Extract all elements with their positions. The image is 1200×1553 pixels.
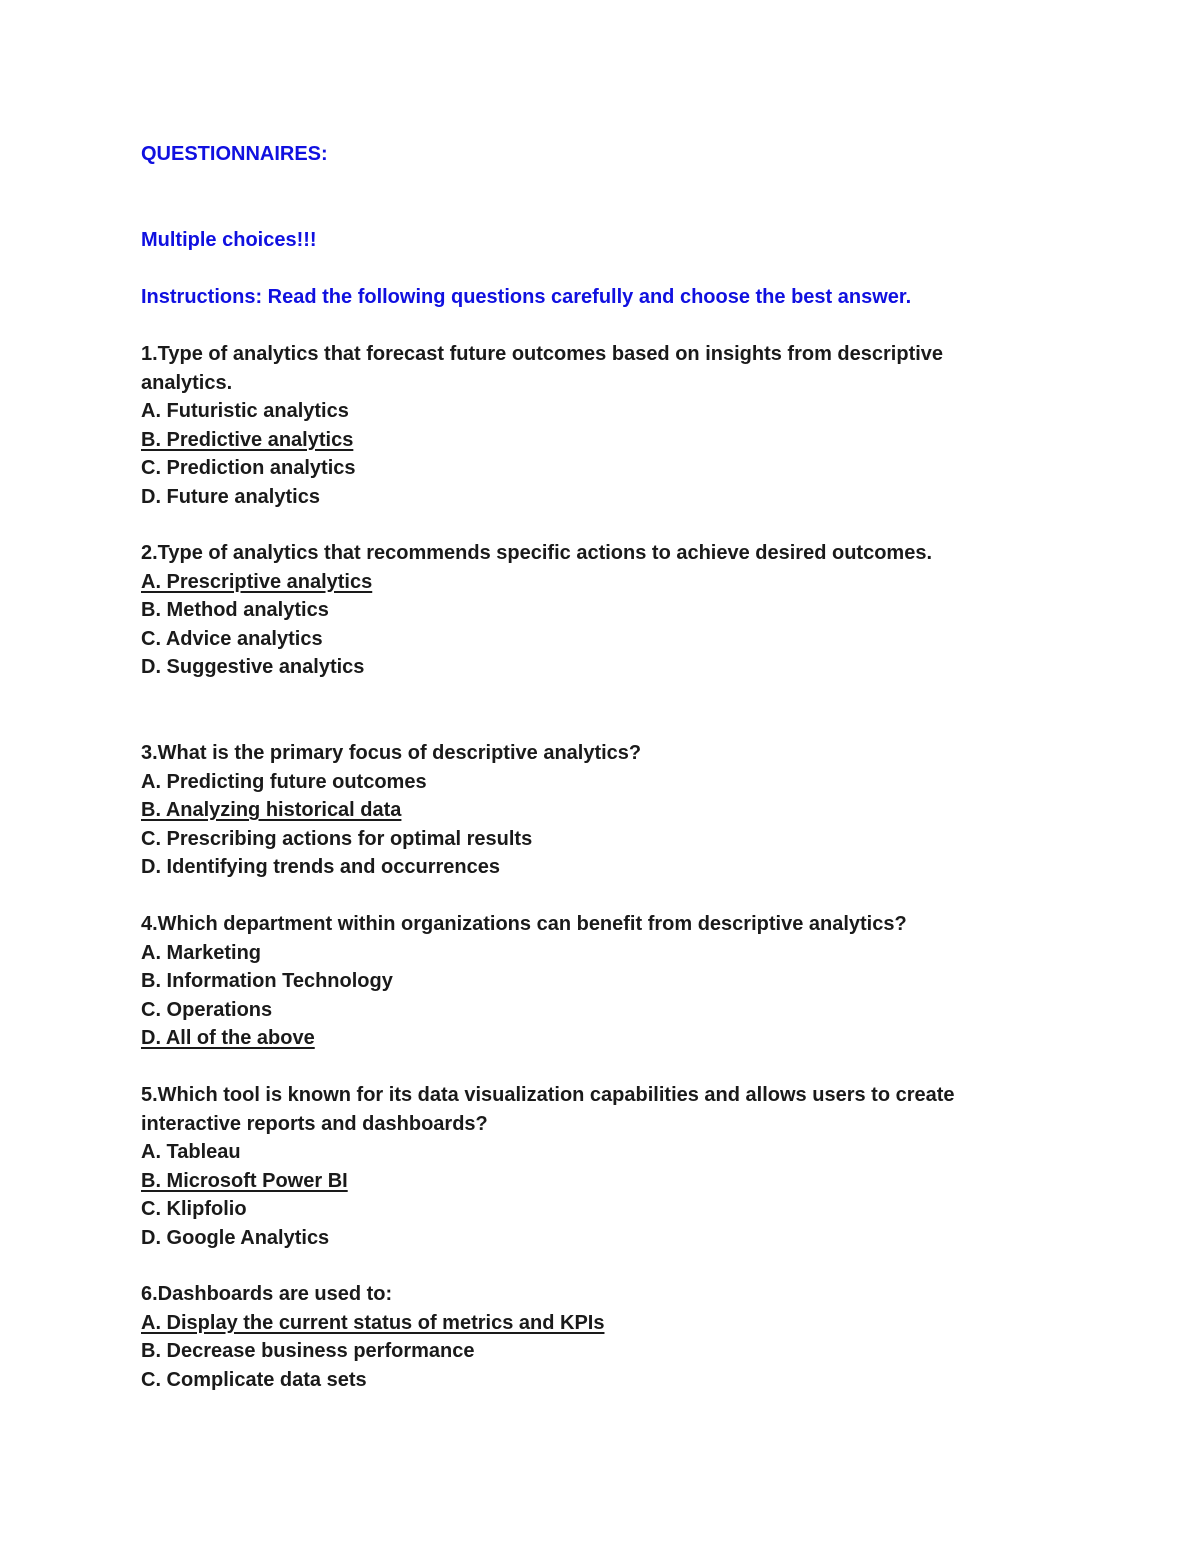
question-4 <box>141 910 1041 1053</box>
correct-answer-option: B. Microsoft Power BI <box>141 1169 348 1192</box>
answer-option: B. Information Technology <box>141 970 393 993</box>
question-text: 2.Type of analytics that recommends specific actions to achieve desired outcomes. <box>141 542 933 564</box>
question-2 <box>141 539 1041 682</box>
answer-option: C. Prediction analytics <box>141 457 356 480</box>
answer-option: A. Predicting future outcomes <box>141 770 427 793</box>
question-text: 4.Which department within organizations can benefit from descriptive analytics? <box>141 913 907 935</box>
answer-option: C. Klipfolio <box>141 1198 247 1221</box>
answer-option: A. Tableau <box>141 1141 241 1164</box>
answer-option: C. Advice analytics <box>141 627 323 650</box>
question-5 <box>141 1081 1041 1253</box>
answer-option: D. Identifying trends and occurrences <box>141 856 500 879</box>
answer-option: D. Future analytics <box>141 485 320 508</box>
answer-option: B. Method analytics <box>141 599 329 622</box>
answer-option: A. Futuristic analytics <box>141 400 349 423</box>
answer-option: C. Prescribing actions for optimal results <box>141 827 533 850</box>
question-text: 5.Which tool is known for its data visualization capabilities and allows users to create interactive reports and dashboards? <box>141 1084 955 1135</box>
document-title: QUESTIONNAIRES: <box>141 143 328 165</box>
correct-answer-option: D. All of the above <box>141 1027 315 1050</box>
answer-option: D. Google Analytics <box>141 1226 330 1249</box>
answer-option: C. Operations <box>141 998 273 1021</box>
correct-answer-option: A. Display the current status of metrics and KPIs <box>141 1311 605 1334</box>
answer-option: C. Complicate data sets <box>141 1368 367 1391</box>
correct-answer-option: A. Prescriptive analytics <box>141 570 373 593</box>
question-text: 3.What is the primary focus of descriptive analytics? <box>141 742 642 764</box>
question-text: 1.Type of analytics that forecast future outcomes based on insights from descriptive analytics. <box>141 343 944 394</box>
answer-option: A. Marketing <box>141 941 262 964</box>
answer-option: D. Suggestive analytics <box>141 656 365 679</box>
question-1 <box>141 340 1041 512</box>
question-3 <box>141 739 1041 882</box>
correct-answer-option: B. Predictive analytics <box>141 428 354 451</box>
document-subtitle: Multiple choices!!! <box>141 229 317 251</box>
correct-answer-option: B. Analyzing historical data <box>141 799 402 822</box>
answer-option: B. Decrease business performance <box>141 1340 475 1363</box>
question-text: 6.Dashboards are used to: <box>141 1283 393 1305</box>
question-6 <box>141 1280 1041 1394</box>
instructions-text: Instructions: Read the following questions carefully and choose the best answer. <box>141 286 912 308</box>
